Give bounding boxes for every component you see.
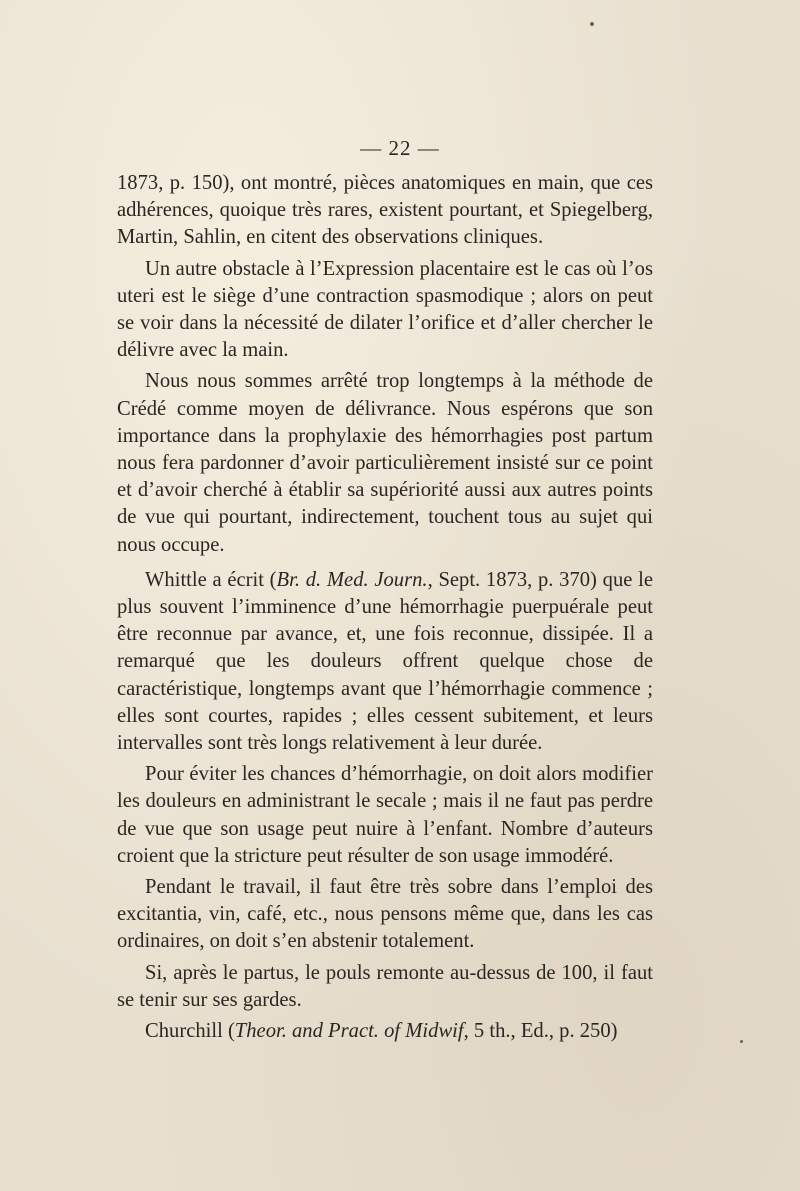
paragraph [117,567,653,757]
paragraph-text: Churchill ( [145,1020,235,1043]
page-number: — 22 — [360,136,440,160]
body-text [117,170,653,1045]
journal-citation: Br. d. Med. Journ. [276,568,428,591]
paragraph: Un autre obstacle à l’Expression placentaire est le cas où l’os uteri est le siège d’une contraction spasmodique ; alors on peut se voir dans la nécessité de dilater l’orifice et d’aller chercher le délivre avec la main. [117,257,653,362]
paragraph: Si, après le partus, le pouls remonte au-dessus de 100, il faut se tenir sur ses gardes. [117,961,653,1011]
paragraph-text: Whittle a écrit ( [145,568,277,591]
paragraph [117,1018,653,1045]
paragraph: 1873, p. 150), ont montré, pièces anatomiques en main, que ces adhérences, quoique très rares, existent pourtant, et Spiegelberg, Martin, Sahlin, en citent des observations cliniques. [117,172,653,249]
ink-speck [590,22,594,26]
ink-speck [740,1040,743,1043]
book-citation: Theor. and Pract. of Midwif [234,1020,464,1043]
paragraph: Pendant le travail, il faut être très sobre dans l’emploi des excitantia, vin, café, etc., nous pensons même que, dans les cas ordinaires, on doit s’en abstenir totalement. [117,876,653,953]
paragraph: Nous nous sommes arrêté trop longtemps à la méthode de Crédé comme moyen de délivrance. Nous espérons que son importance dans la prophylaxie des hémorrhagies post partum nous fera pardonner d’avoir particulièrement insisté sur ce point et d’avoir cherché à établir sa supériorité aussi aux autres points de vue qui pourtant, indirectement, touchent tous au sujet qui nous occupe. [117,370,653,556]
paragraph-text: , Sept. 1873, p. 370) que le plus souvent l’imminence d’une hémorrhagie puerpuérale peut être reconnue par avance, et, une fois reconnue, dissipée. Il a remarqué que les douleurs offrent quelque chose de caractéristique, longtemps avant que l’hémorrhagie commence ; elles sont courtes, rapides ; elles cessent subitement, et leurs intervalles sont très longs relativement à leur durée. [117,568,653,755]
paragraph: Pour éviter les chances d’hémorrhagie, on doit alors modifier les douleurs en administrant le secale ; mais il ne faut pas perdre de vue que son usage peut nuire à l’enfant. Nombre d’auteurs croient que la stricture peut résulter de son usage immodéré. [117,763,653,867]
paragraph-text: , 5 th., Ed., p. 250) [463,1020,618,1043]
